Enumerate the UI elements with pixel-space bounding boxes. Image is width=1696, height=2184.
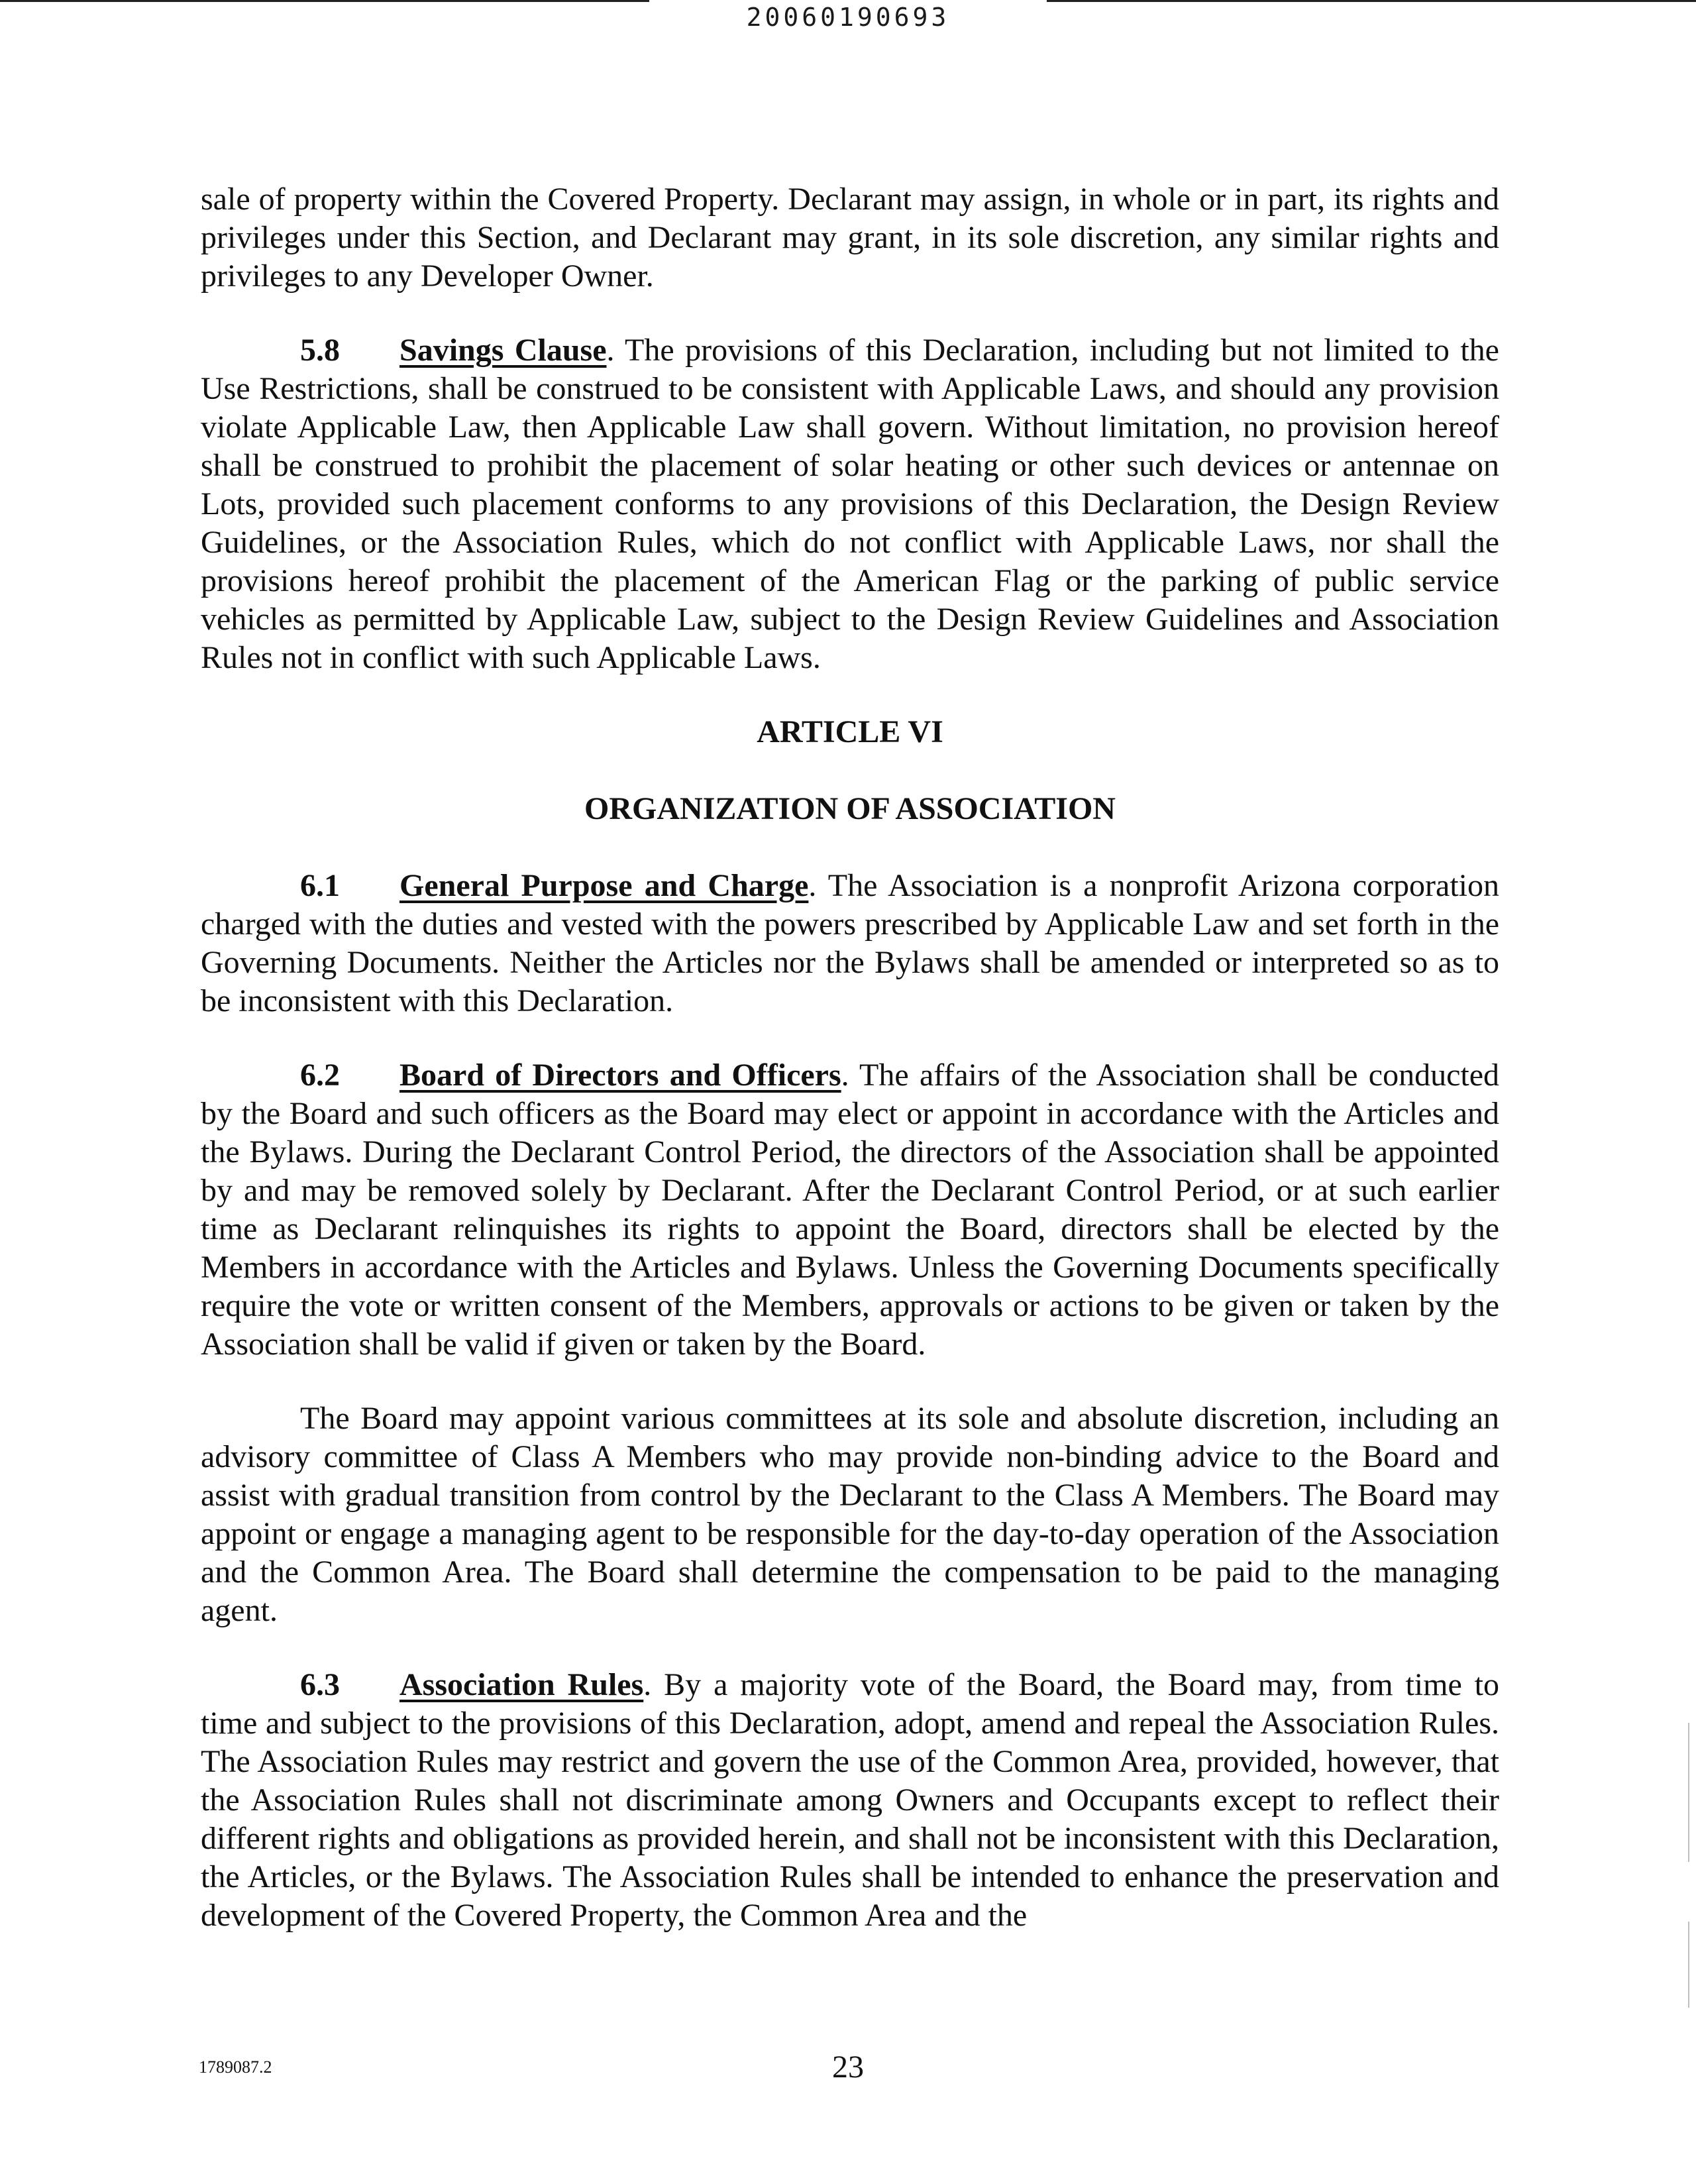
section-number: 6.3 (300, 1667, 340, 1702)
footer-file-id: 1789087.2 (199, 2057, 272, 2077)
paragraph-board-committees: The Board may appoint various committees at its sole and absolute discretion, including an advisory committee of Class A Members who may provide non-binding advice to the Board and assist with gradual transition from control by the Declarant to the Class A Members. The Board may appoint or engage a managing agent to be responsible for the day-to-day operation of the Association and the Common Area. The Board shall determine the compensation to be paid to the managing agent. (201, 1401, 1499, 1628)
section-number: 6.2 (300, 1058, 340, 1093)
scan-edge-mark (1688, 1723, 1689, 1862)
section-5-8 (201, 331, 1499, 677)
section-number: 6.1 (300, 868, 340, 903)
section-number: 5.8 (300, 333, 340, 368)
section-text: . By a majority vote of the Board, the Board may, from time to time and subject to the provisions of this Declaration, adopt, amend and repeal the Association Rules. The Association Rules may restrict and govern the use of the Common Area, provided, however, that the Association Rules shall not discriminate among Owners and Occupants except to reflect their different rights and obligations as provided herein, and shall not be inconsistent with this Declaration, the Articles, or the Bylaws. The Association Rules shall be intended to enhance the preservation and development of the Covered Property, the Common Area and the (201, 1667, 1499, 1933)
paragraph-continuation: sale of property within the Covered Property. Declarant may assign, in whole or in part, its rights and privileges under this Section, and Declarant may grant, in its sole discretion, any similar rights and privileges to any Developer Owner. (201, 182, 1499, 294)
section-6-2 (201, 1056, 1499, 1364)
document-number: 20060190693 (746, 3, 950, 32)
section-6-3 (201, 1666, 1499, 1935)
page-number: 23 (832, 2049, 864, 2085)
section-title: General Purpose and Charge (399, 868, 809, 903)
section-6-1 (201, 867, 1499, 1020)
scan-top-rule-right (1047, 0, 1696, 2)
section-title: Association Rules (399, 1667, 644, 1702)
section-text: . The Association is a nonprofit Arizona corporation charged with the duties and vested with the powers prescribed by Applicable Law and set forth in the Governing Documents. Neither the Articles nor the Bylaws shall be amended or interpreted so as to be inconsistent with this Declaration. (201, 868, 1500, 1018)
article-title: ORGANIZATION OF ASSOCIATION (584, 791, 1116, 826)
article-heading: ARTICLE VI (757, 714, 943, 749)
section-text: . The affairs of the Association shall be conducted by the Board and such officers as the Board may elect or appoint in accordance with the Articles and the Bylaws. During the Declarant Control Period, the directors of the Association shall be appointed by and may be removed solely by Declarant. After the Declarant Control Period, or at such earlier time as Declarant relinquishes its rights to appoint the Board, directors shall be elected by the Members in accordance with the Articles and Bylaws. Unless the Governing Documents specifically require the vote or written consent of the Members, approvals or actions to be given or taken by the Association shall be valid if given or taken by the Board. (201, 1058, 1500, 1362)
section-title: Board of Directors and Officers (399, 1058, 841, 1093)
scan-edge-mark (1688, 1922, 1689, 2008)
page-body (201, 180, 1499, 1971)
section-title: Savings Clause (399, 333, 607, 368)
section-text: . The provisions of this Declaration, including but not limited to the Use Restrictions, shall be construed to be consistent with Applicable Laws, and should any provision violate Applicable Law, then Applicable Law shall govern. Without limitation, no provision hereof shall be construed to prohibit the placement of solar heating or other such devices or antennae on Lots, provided such placement conforms to any provisions of this Declaration, the Design Review Guidelines, or the Association Rules, which do not conflict with Applicable Laws, nor shall the provisions hereof prohibit the placement of the American Flag or the parking of public service vehicles as permitted by Applicable Law, subject to the Design Review Guidelines and Association Rules not in conflict with such Applicable Laws. (201, 333, 1499, 675)
scan-top-rule-left (0, 0, 649, 2)
